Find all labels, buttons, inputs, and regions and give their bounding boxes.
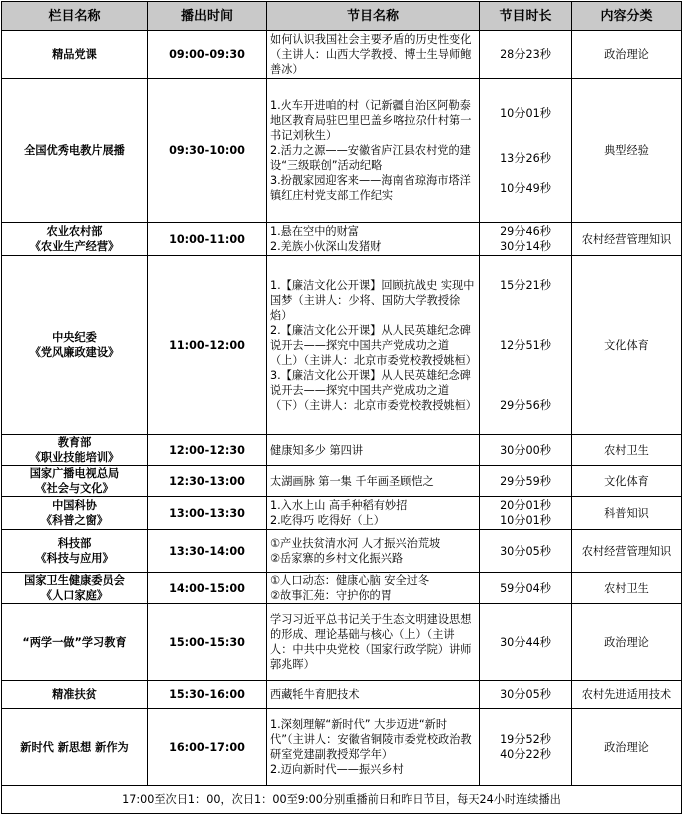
column-name-line: 中央纪委	[52, 331, 97, 344]
column-name-line: 农业农村部	[46, 225, 103, 238]
duration-item: 30分05秒	[500, 688, 551, 701]
duration-item: 20分01秒	[500, 499, 551, 512]
program-name-cell	[267, 681, 480, 709]
program-item: 2.活力之源——安徽省庐江县农村党的建设“三级联创”活动纪略	[270, 144, 471, 172]
column-name-line: 国家卫生健康委员会	[24, 574, 125, 587]
column-name-line: 国家广播电视总局	[29, 467, 120, 480]
program-name-cell	[267, 223, 480, 256]
duration-cell	[480, 223, 572, 256]
program-name-cell	[267, 79, 480, 223]
table-row	[2, 223, 682, 256]
program-name-cell	[267, 256, 480, 435]
duration-item: 30分00秒	[500, 443, 551, 457]
category-cell: 文化体育	[572, 466, 682, 497]
table-row	[2, 681, 682, 709]
program-item: 1.火车开进咱的村（记新疆自治区阿勒泰地区教育局驻巴里巴盖乡喀拉尕什村第一书记刘秋生）	[270, 99, 472, 142]
column-name-line: “两学一做”学习教育	[22, 635, 127, 649]
column-name-line: 《职业技能培训》	[29, 451, 120, 464]
duration-item: 29分46秒	[500, 225, 551, 238]
program-name-cell	[267, 530, 480, 573]
program-item: 西藏牦牛育肥技术	[270, 688, 360, 701]
program-item: 2.【廉洁文化公开课】从人民英雄纪念碑说开去——探究中国共产党成功之道（上）（主讲人：北京市委党校教授姚桓）	[270, 323, 477, 367]
program-item: 1.悬在空中的财富	[270, 225, 359, 238]
header-air-time: 播出时间	[148, 2, 267, 31]
program-item: 2.迈向新时代——振兴乡村	[270, 763, 404, 776]
program-item: 2.吃得巧 吃得好（上）	[270, 514, 385, 527]
column-name-line: 新时代 新思想 新作为	[20, 740, 129, 754]
air-time-cell: 15:30-16:00	[148, 681, 267, 709]
duration-item: 28分23秒	[500, 48, 551, 61]
duration-item: 10分01秒	[500, 514, 551, 527]
program-name-cell	[267, 435, 480, 466]
duration-item: 13分26秒	[500, 151, 551, 165]
program-name-cell	[267, 497, 480, 530]
header-column-name: 栏目名称	[2, 2, 148, 31]
program-item: ①人口动态：健康心脑 安全过冬	[270, 574, 430, 587]
schedule-table	[1, 1, 682, 814]
duration-cell	[480, 256, 572, 435]
column-name-cell	[2, 79, 148, 223]
program-item: 3.扮靓家园迎客来——海南省琼海市塔洋镇红庄村党支部工作纪实	[270, 174, 471, 202]
column-name-cell	[2, 497, 148, 530]
program-item: ②岳家寨的乡村文化振兴路	[270, 552, 404, 565]
header-program-name: 节目名称	[267, 2, 480, 31]
column-name-line: 教育部	[57, 436, 92, 449]
duration-item: 12分51秒	[500, 338, 551, 352]
air-time-cell: 12:00-12:30	[148, 435, 267, 466]
column-name-line: 《农业生产经营》	[29, 240, 120, 253]
column-name-cell	[2, 604, 148, 681]
column-name-line: 《党风廉政建设》	[29, 346, 120, 359]
duration-cell	[480, 709, 572, 786]
duration-item: 29分59秒	[500, 474, 551, 488]
program-item: 学习习近平总书记关于生态文明建设思想的形成、理论基础与核心（上）（主讲人：中共中央党校（国家行政学院）讲师郭兆晖）	[270, 613, 472, 671]
category-cell: 文化体育	[572, 256, 682, 435]
column-name-line: 《科技与应用》	[35, 552, 114, 565]
duration-cell	[480, 573, 572, 604]
column-name-cell	[2, 256, 148, 435]
category-cell: 政治理论	[572, 709, 682, 786]
program-item: 健康知多少 第四讲	[270, 443, 364, 457]
table-row	[2, 31, 682, 79]
air-time-cell: 09:00-09:30	[148, 31, 267, 79]
duration-item: 10分01秒	[500, 106, 551, 120]
category-cell: 农村卫生	[572, 573, 682, 604]
column-name-line: 《社会与文化》	[35, 482, 114, 495]
category-cell: 农村经营管理知识	[572, 223, 682, 256]
program-item: ①产业扶贫清水河 人才振兴治荒坡	[270, 537, 441, 550]
program-name-cell	[267, 604, 480, 681]
program-name-cell	[267, 466, 480, 497]
program-item: 1.入水上山 高手种稻有妙招	[270, 499, 408, 512]
column-name-line: 精准扶贫	[52, 688, 97, 701]
column-name-cell	[2, 466, 148, 497]
column-name-line: 中国科协	[52, 499, 97, 512]
column-name-cell	[2, 709, 148, 786]
header-duration: 节目时长	[480, 2, 572, 31]
duration-cell	[480, 31, 572, 79]
column-name-line: 精品党课	[52, 48, 97, 61]
air-time-cell: 13:30-14:00	[148, 530, 267, 573]
duration-cell	[480, 681, 572, 709]
column-name-cell	[2, 681, 148, 709]
duration-cell	[480, 604, 572, 681]
air-time-cell: 12:30-13:00	[148, 466, 267, 497]
column-name-line: 《人口家庭》	[40, 589, 109, 602]
program-item: 2.羌族小伙深山发猪财	[270, 240, 382, 253]
duration-item: 10分49秒	[500, 181, 551, 195]
table-row	[2, 435, 682, 466]
column-name-cell	[2, 435, 148, 466]
table-row	[2, 497, 682, 530]
table-row	[2, 466, 682, 497]
table-row	[2, 709, 682, 786]
table-row	[2, 79, 682, 223]
duration-item: 40分22秒	[500, 748, 551, 761]
program-name-cell	[267, 573, 480, 604]
column-name-line: 全国优秀电教片展播	[24, 144, 125, 157]
table-row	[2, 604, 682, 681]
duration-item: 30分05秒	[500, 544, 551, 558]
air-time-cell: 13:00-13:30	[148, 497, 267, 530]
program-item: ②故事汇苑：守护你的胃	[270, 589, 392, 602]
program-item: 如何认识我国社会主要矛盾的历史性变化（主讲人：山西大学教授、博士生导师鲍善冰）	[270, 33, 472, 76]
table-row	[2, 256, 682, 435]
category-cell: 政治理论	[572, 604, 682, 681]
table-row	[2, 573, 682, 604]
program-item: 3.【廉洁文化公开课】从人民英雄纪念碑说开去——探究中国共产党成功之道（下）（主讲人：北京市委党校教授姚桓）	[270, 368, 477, 412]
column-name-cell	[2, 223, 148, 256]
duration-item: 30分44秒	[500, 635, 551, 649]
air-time-cell: 11:00-12:00	[148, 256, 267, 435]
duration-item: 59分04秒	[500, 581, 551, 595]
program-item: 太湖画脉 第一集 千年画圣顾恺之	[270, 474, 434, 488]
column-name-cell	[2, 573, 148, 604]
duration-cell	[480, 79, 572, 223]
column-name-cell	[2, 530, 148, 573]
air-time-cell: 10:00-11:00	[148, 223, 267, 256]
duration-item: 29分56秒	[500, 398, 551, 412]
duration-cell	[480, 497, 572, 530]
duration-cell	[480, 530, 572, 573]
duration-cell	[480, 435, 572, 466]
program-item: 1.【廉洁文化公开课】回顾抗战史 实现中国梦（主讲人：少将、国防大学教授徐焰）	[270, 278, 475, 322]
category-cell: 农村先进适用技术	[572, 681, 682, 709]
header-category: 内容分类	[572, 2, 682, 31]
category-cell: 科普知识	[572, 497, 682, 530]
duration-cell	[480, 466, 572, 497]
category-cell: 农村卫生	[572, 435, 682, 466]
category-cell: 农村经营管理知识	[572, 530, 682, 573]
column-name-line: 《科普之窗》	[40, 514, 109, 527]
duration-item: 19分52秒	[500, 733, 551, 746]
air-time-cell: 16:00-17:00	[148, 709, 267, 786]
air-time-cell: 15:00-15:30	[148, 604, 267, 681]
air-time-cell: 14:00-15:00	[148, 573, 267, 604]
column-name-cell	[2, 31, 148, 79]
header-row	[2, 2, 682, 31]
program-item: 1.深刻理解“新时代” 大步迈进“新时代”（主讲人：安徽省铜陵市委党校政治教研室党建副教授郑学年）	[270, 718, 472, 761]
program-name-cell	[267, 31, 480, 79]
footer-row	[2, 786, 682, 814]
program-name-cell	[267, 709, 480, 786]
duration-item: 15分21秒	[500, 278, 551, 292]
column-name-line: 科技部	[57, 537, 92, 550]
category-cell: 典型经验	[572, 79, 682, 223]
rebroadcast-note: 17:00至次日1：00，次日1：00至9:00分别重播前日和昨日节目，每天24小时连续播出	[2, 786, 682, 814]
table-row	[2, 530, 682, 573]
air-time-cell: 09:30-10:00	[148, 79, 267, 223]
category-cell: 政治理论	[572, 31, 682, 79]
duration-item: 30分14秒	[500, 240, 551, 253]
